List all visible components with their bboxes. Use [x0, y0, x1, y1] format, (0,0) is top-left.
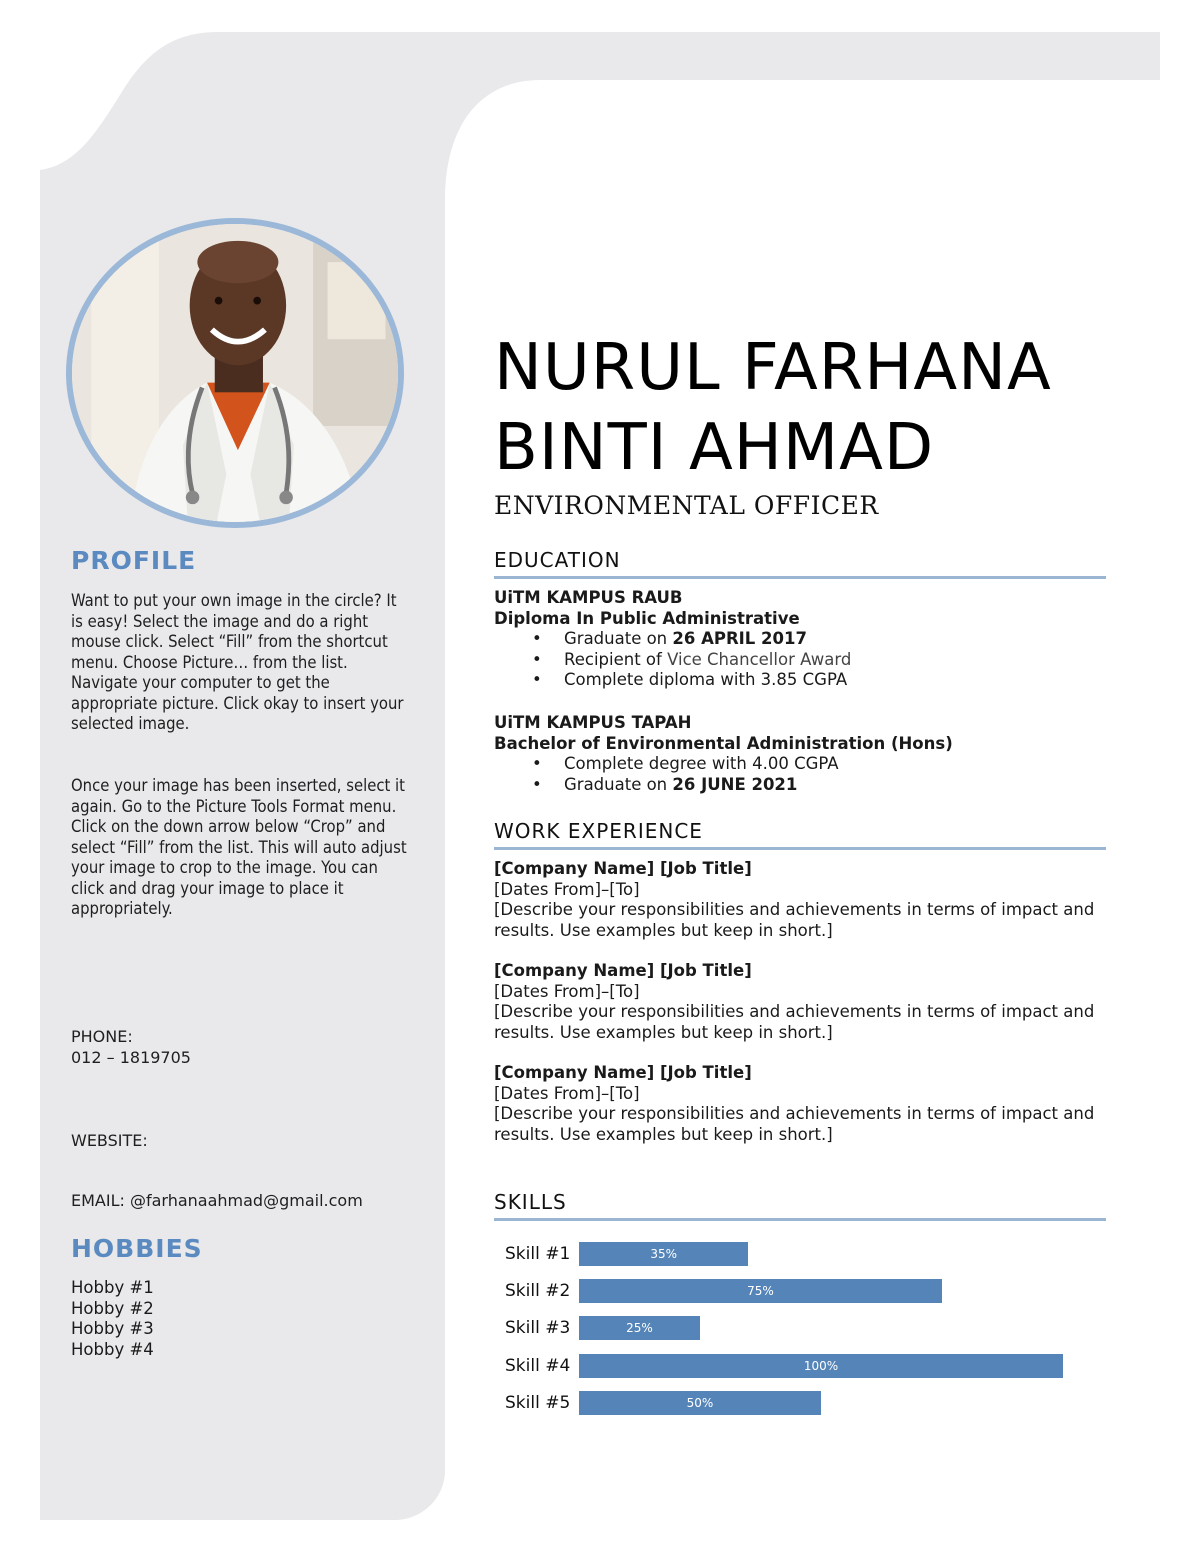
skill-row: [494, 1316, 1106, 1340]
education-point: • Graduate on 26 JUNE 2021: [564, 775, 1106, 796]
education-entry: [494, 713, 1106, 795]
name-line-2: BINTI AHMAD: [494, 411, 935, 485]
job-dates: [Dates From]–[To]: [494, 981, 640, 1001]
hobbies-list: [71, 1278, 154, 1360]
job-title-line: [Company Name] [Job Title]: [494, 1063, 752, 1082]
skill-value: 35%: [650, 1247, 678, 1261]
job-dates: [Dates From]–[To]: [494, 1083, 640, 1103]
skill-bar: [579, 1354, 1063, 1378]
hobby-item: Hobby #1: [71, 1278, 154, 1297]
phone-label: PHONE:: [71, 1027, 133, 1046]
skill-bar: [579, 1316, 700, 1340]
education-points: [494, 754, 1106, 795]
email-text[interactable]: EMAIL: @farhanaahmad@gmail.com: [71, 1191, 363, 1210]
phone-value: 012 – 1819705: [71, 1048, 191, 1067]
job-entry: [494, 961, 1106, 1043]
skill-label: Skill #1: [505, 1244, 571, 1264]
name-line-1: NURUL FARHANA: [494, 331, 1052, 405]
school-name: UiTM KAMPUS RAUB: [494, 588, 683, 607]
work-heading: WORK EXPERIENCE: [494, 819, 1106, 850]
skill-row: [494, 1391, 1106, 1415]
education-point: • Complete degree with 4.00 CGPA: [564, 754, 1106, 775]
school-name: UiTM KAMPUS TAPAH: [494, 713, 692, 732]
skill-label: Skill #5: [505, 1393, 571, 1413]
education-entry: [494, 588, 1106, 691]
hobby-item: Hobby #2: [71, 1298, 154, 1318]
job-description: [Describe your responsibilities and achievements in terms of impact and results. Use examples but keep in short.]: [494, 1104, 1095, 1144]
skill-bar: [579, 1391, 821, 1415]
profile-text-1: Want to put your own image in the circle? It is easy! Select the image and do a right mouse click. Select “Fill” from the shortcut menu. Choose Picture… from the list. Navigate your computer to get the appropriate picture. Click okay to insert your selected image.: [71, 591, 404, 733]
job-dates: [Dates From]–[To]: [494, 879, 640, 899]
website-label: WEBSITE:: [71, 1131, 148, 1150]
profile-heading: PROFILE: [71, 546, 197, 575]
skill-bar: [579, 1279, 942, 1303]
skill-label: Skill #4: [505, 1356, 571, 1376]
hobbies-heading: HOBBIES: [71, 1234, 203, 1263]
skills-heading: SKILLS: [494, 1190, 1106, 1221]
skill-row: [494, 1354, 1106, 1378]
person-name: [494, 328, 1052, 488]
job-entry: [494, 859, 1106, 941]
skill-value: 100%: [803, 1359, 839, 1373]
profile-text-2: Once your image has been inserted, select it again. Go to the Picture Tools Format menu. Click on the down arrow below “Crop” and select “Fill” from the list. This will auto adjust your image to crop to the image. You can click and drag your image to place it appropriately.: [71, 776, 407, 918]
education-point: • Recipient of Vice Chancellor Award: [564, 650, 1106, 671]
profile-photo[interactable]: [66, 218, 404, 528]
skill-row: [494, 1242, 1106, 1266]
job-description: [Describe your responsibilities and achievements in terms of impact and results. Use examples but keep in short.]: [494, 1002, 1095, 1042]
skill-label: Skill #2: [505, 1281, 571, 1301]
skill-value: 75%: [747, 1284, 774, 1298]
hobby-item: Hobby #4: [71, 1339, 154, 1359]
skill-value: 50%: [686, 1396, 714, 1410]
job-title-line: [Company Name] [Job Title]: [494, 961, 752, 980]
hobby-item: Hobby #3: [71, 1319, 154, 1338]
job-title: ENVIRONMENTAL OFFICER: [494, 491, 879, 520]
degree-name: Diploma In Public Administrative: [494, 608, 800, 628]
skill-label: Skill #3: [505, 1318, 571, 1338]
job-title-line: [Company Name] [Job Title]: [494, 859, 752, 878]
skill-value: 25%: [626, 1321, 653, 1335]
education-point: • Graduate on 26 APRIL 2017: [564, 629, 1106, 650]
job-description: [Describe your responsibilities and achievements in terms of impact and results. Use examples but keep in short.]: [494, 900, 1095, 940]
education-points: [494, 629, 1106, 691]
job-entry: [494, 1063, 1106, 1145]
education-point: • Complete diploma with 3.85 CGPA: [564, 670, 1106, 691]
skill-row: [494, 1279, 1106, 1303]
skill-bar: [579, 1242, 748, 1266]
work-list: [494, 859, 1106, 1165]
education-heading: EDUCATION: [494, 548, 1106, 579]
degree-name: Bachelor of Environmental Administration (Hons): [494, 733, 953, 753]
